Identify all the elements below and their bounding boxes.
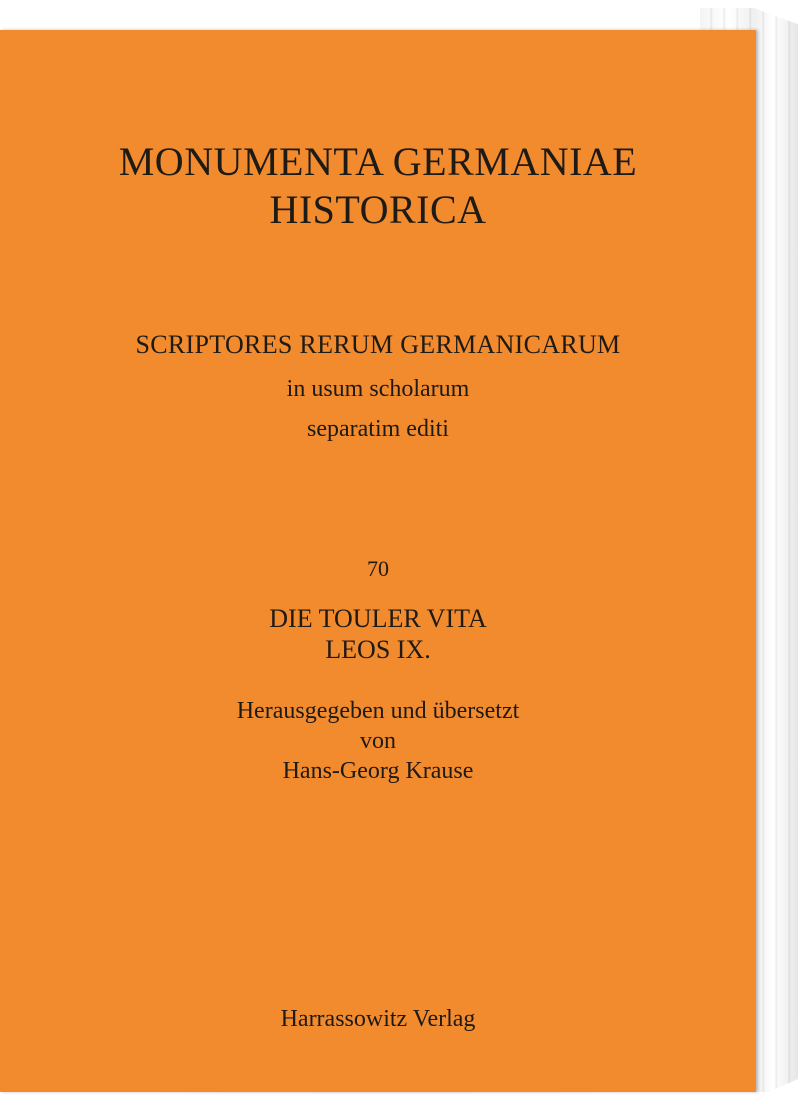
series-title-line1: MONUMENTA GERMANIAE bbox=[118, 139, 638, 184]
editor-name: Hans-Georg Krause bbox=[282, 758, 474, 784]
volume-number: 70 bbox=[367, 556, 389, 581]
book-cover bbox=[0, 30, 756, 1092]
series-title-line2: HISTORICA bbox=[269, 187, 487, 232]
editor-credit-line1: Herausgegeben und übersetzt bbox=[236, 698, 520, 724]
subseries-line2: in usum scholarum bbox=[286, 376, 470, 402]
book-title-line1: DIE TOULER VITA bbox=[269, 604, 487, 633]
editor-credit-line2: von bbox=[360, 728, 396, 754]
subseries-line3: separatim editi bbox=[307, 416, 449, 442]
book-title-line2: LEOS IX. bbox=[325, 635, 431, 664]
subseries-title: SCRIPTORES RERUM GERMANICARUM bbox=[135, 330, 621, 359]
publisher-name: Harrassowitz Verlag bbox=[280, 1006, 476, 1032]
